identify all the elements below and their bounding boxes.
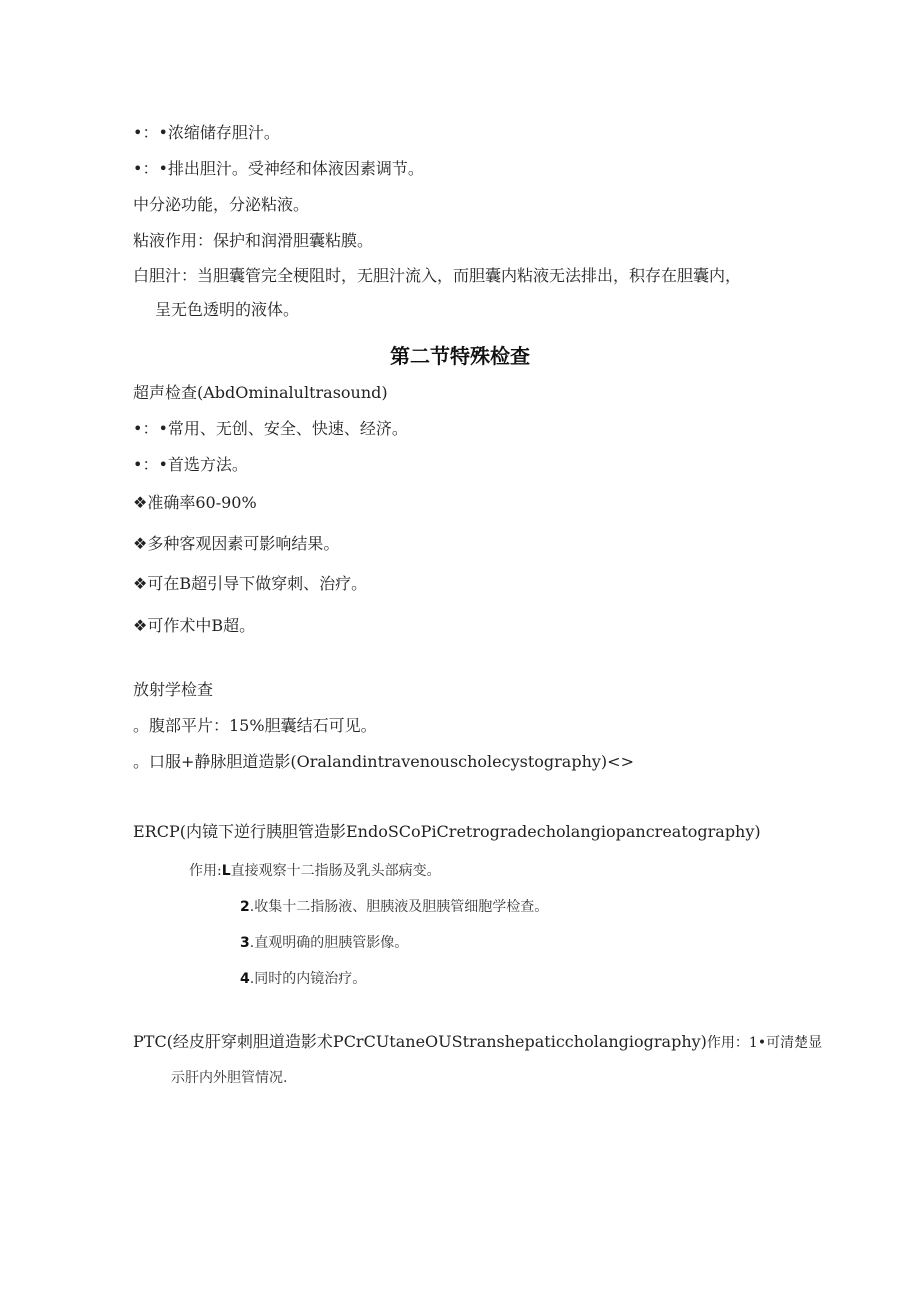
ptc-function-start: 作用：1•可清楚显 xyxy=(706,1035,823,1051)
ptc-line xyxy=(133,1031,822,1054)
radiology-title: 放射学检查 xyxy=(133,680,214,699)
ultrasound-intraop-text: 可作术中B超。 xyxy=(147,616,256,635)
diamond-bullet-icon: ❖ xyxy=(133,534,148,553)
ultrasound-title: 超声检查(AbdOminalultrasound) xyxy=(133,383,388,402)
ercp-function-number: L xyxy=(221,863,231,879)
ultrasound-factors-text: 多种客观因素可影响结果。 xyxy=(147,534,340,553)
ercp-function-number: 3 xyxy=(240,935,250,951)
ultrasound-guided-text: 可在B超引导下做穿刺、治疗。 xyxy=(147,574,368,593)
ercp-function-text: .直观明确的胆胰管影像。 xyxy=(249,935,409,951)
ultrasound-accuracy-text: 准确率60-90% xyxy=(147,493,257,512)
white-bile-definition: 白胆汁：当胆囊管完全梗阻时，无胆汁流入，而胆囊内粘液无法排出，积存在胆囊内， xyxy=(133,266,742,285)
ptc-function-continued: 示肝内外胆管情况. xyxy=(171,1070,288,1086)
ptc-title: PTC(经皮肝穿刺胆道造影术PCrCUtaneOUStranshepaticcholangiography) xyxy=(133,1032,707,1051)
section-heading: 第二节特殊检查 xyxy=(390,344,530,368)
radiology-item-plain-film: 。腹部平片：15%胆囊结石可见。 xyxy=(133,716,377,735)
gallbladder-function-excrete: •：•排出胆汁。受神经和体液因素调节。 xyxy=(133,159,424,178)
ultrasound-item-factors xyxy=(133,533,339,555)
white-bile-definition-continued: 呈无色透明的液体。 xyxy=(155,300,300,319)
radiology-item-cholecystography: 。口服+静脉胆道造影(Oralandintravenouscholecystography)<> xyxy=(133,752,634,771)
gallbladder-function-concentrate: •：•浓缩储存胆汁。 xyxy=(133,123,280,142)
ercp-function-1 xyxy=(189,861,441,881)
ultrasound-item-common: •：•常用、无创、安全、快速、经济。 xyxy=(133,419,408,438)
ercp-function-text: .同时的内镜治疗。 xyxy=(249,971,367,987)
ercp-function-label: 作用: xyxy=(189,863,222,879)
ercp-function-2 xyxy=(240,897,548,917)
ultrasound-item-accuracy xyxy=(133,492,257,514)
ercp-function-number: 4 xyxy=(240,971,250,987)
diamond-bullet-icon: ❖ xyxy=(133,574,148,593)
diamond-bullet-icon: ❖ xyxy=(133,616,148,635)
gallbladder-function-secrete: 中分泌功能，分泌粘液。 xyxy=(133,195,310,214)
ercp-function-text: 直接观察十二指肠及乳头部病变。 xyxy=(230,863,441,879)
ultrasound-item-guided xyxy=(133,573,367,595)
mucus-function: 粘液作用：保护和润滑胆囊粘膜。 xyxy=(133,231,374,250)
ercp-function-number: 2 xyxy=(240,899,250,915)
ercp-function-text: .收集十二指肠液、胆胰液及胆胰管细胞学检查。 xyxy=(249,899,549,915)
ercp-title: ERCP(内镜下逆行胰胆管造影EndoSCoPiCretrogradecholangiopancreatography) xyxy=(133,822,761,841)
ultrasound-item-preferred: •：•首选方法。 xyxy=(133,455,248,474)
ercp-function-3 xyxy=(240,933,408,953)
ercp-function-4 xyxy=(240,969,366,989)
ultrasound-item-intraop xyxy=(133,615,255,637)
diamond-bullet-icon: ❖ xyxy=(133,493,148,512)
